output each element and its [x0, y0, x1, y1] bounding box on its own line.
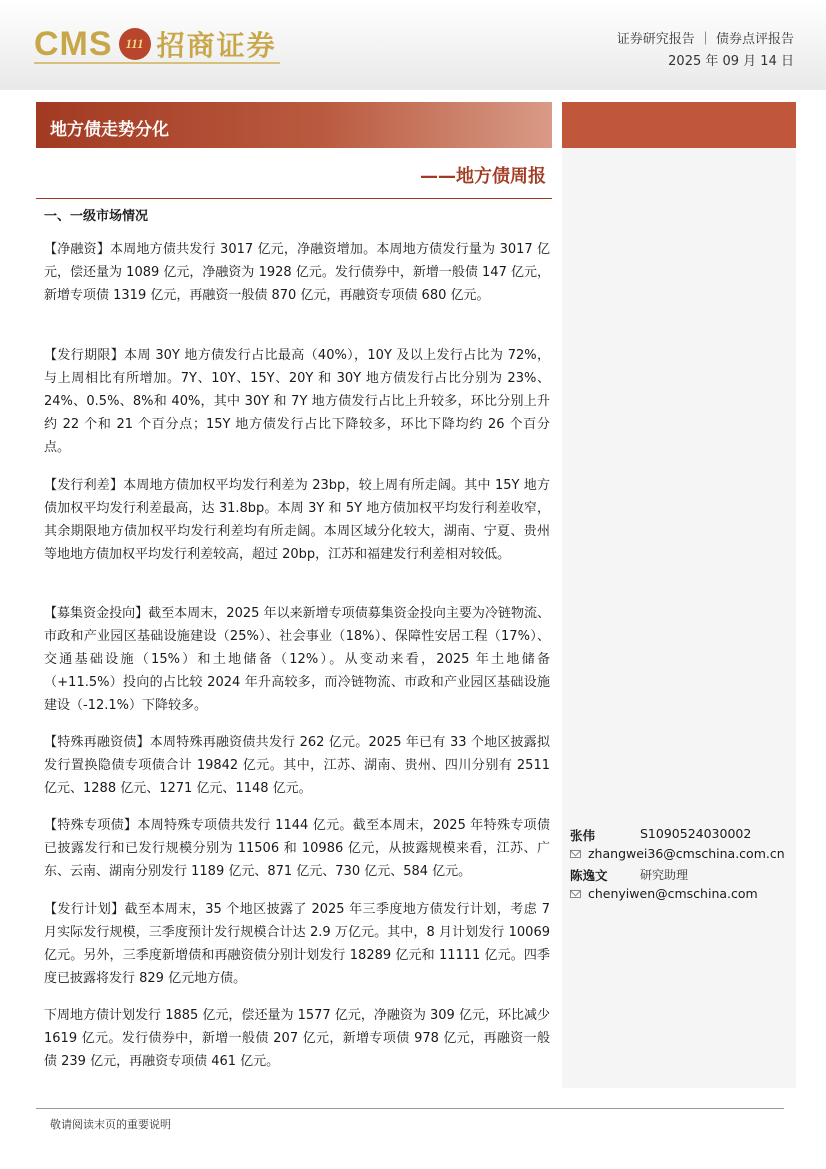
footer-disclaimer: 敬请阅读末页的重要说明: [50, 1118, 171, 1131]
section-divider: [36, 198, 552, 199]
paragraph-issuance-plan: 【发行计划】截至本周末，35 个地区披露了 2025 年三季度地方债发行计划，考虑 7 月实际发行规模，三季度预计发行规模合计达 2.9 万亿元。其中，8 月计划发行 10069 亿元。另外，三季度新增债和再融资债分别计划发行 18289 亿元和 11111 亿元。四季度已披露将发行 829 亿元地方债。: [44, 902, 550, 986]
paragraph-next-week: 下周地方债计划发行 1885 亿元，偿还量为 1577 亿元，净融资为 309 亿元，环比减少 1619 亿元。发行债券中，新增一般债 207 亿元，新增专项债 978 亿元，再融资一般债 239 亿元，再融资专项债 461 亿元。: [44, 1008, 550, 1069]
sidebar: [562, 148, 796, 1088]
report-subtitle: ——地方债周报: [420, 166, 546, 187]
mail-icon: [570, 850, 581, 858]
author-certificate: S1090524030002: [640, 826, 752, 841]
footer-divider: [36, 1108, 784, 1109]
author-email[interactable]: chenyiwen@cmschina.com: [588, 886, 758, 901]
report-type: 证券研究报告 ｜ 债券点评报告: [616, 32, 794, 47]
paragraph-special-refinancing: 【特殊再融资债】本周特殊再融资债共发行 262 亿元。2025 年已有 33 个地区披露拟发行置换隐债专项债合计 19842 亿元。其中，江苏、湖南、贵州、四川分别有 2511 亿元、1288 亿元、1271 亿元、1148 亿元。: [44, 735, 550, 796]
company-logo: [34, 24, 277, 64]
paragraph-issuance-term: 【发行期限】本周 30Y 地方债发行占比最高（40%），10Y 及以上发行占比为 72%，与上周相比有所增加。7Y、10Y、15Y、20Y 和 30Y 地方债发行占比分别为 23%、24%、0.5%、8%和 40%，其中 30Y 和 7Y 地方债发行占比上升较多，环比分别上升约 22 个和 21 个百分点；15Y 地方债发行占比下降较多，环比下降均约 26 个百分点。: [44, 348, 550, 455]
report-title: 地方债走势分化: [50, 120, 169, 140]
logo-latin-text: CMS: [34, 24, 113, 63]
logo-chinese-text: 招商证券: [156, 29, 277, 62]
paragraph-issuance-spread: 【发行利差】本周地方债加权平均发行利差为 23bp，较上周有所走阔。其中 15Y 地方债加权平均发行利差最高，达 31.8bp。本周 3Y 和 5Y 地方债加权平均发行利差收窄，其余期限地方债加权平均发行利差均有所走阔。本周区域分化较大，湖南、宁夏、贵州等地地方债加权平均发行利差较高，超过 20bp，江苏和福建发行利差相对较低。: [44, 478, 550, 562]
logo-seal-icon: 111: [119, 28, 151, 60]
section-heading: 一、一级市场情况: [44, 209, 149, 224]
paragraph-fund-usage: 【募集资金投向】截至本周末，2025 年以来新增专项债募集资金投向主要为冷链物流、市政和产业园区基础设施建设（25%）、社会事业（18%）、保障性安居工程（17%）、交通基础设施（15%）和土地储备（12%）。从变动来看，2025 年土地储备（+11.5%）投向的占比较 2024 年升高较多，而冷链物流、市政和产业园区基础设施建设（-12.1%）下降较多。: [44, 606, 550, 713]
author-name: 陈逸文: [570, 868, 608, 883]
title-bar: [36, 102, 552, 148]
author-email-row: [570, 886, 758, 901]
report-date: 2025 年 09 月 14 日: [668, 54, 794, 69]
author-email-row: [570, 846, 785, 861]
author-email[interactable]: zhangwei36@cmschina.com.cn: [588, 846, 785, 861]
mail-icon: [570, 890, 581, 898]
sidebar-header-block: [562, 102, 796, 148]
logo-underline: [34, 62, 280, 64]
author-name: 张伟: [570, 828, 596, 843]
author-role: 研究助理: [640, 868, 689, 882]
paragraph-net-financing: 【净融资】本周地方债共发行 3017 亿元，净融资增加。本周地方债发行量为 3017 亿元，偿还量为 1089 亿元，净融资为 1928 亿元。发行债券中，新增一般债 147 亿元，新增专项债 1319 亿元，再融资一般债 870 亿元，再融资专项债 680 亿元。: [44, 242, 550, 303]
paragraph-special-project: 【特殊专项债】本周特殊专项债共发行 1144 亿元。截至本周末，2025 年特殊专项债已披露发行和已发行规模分别为 11506 和 10986 亿元，从披露规模来看，江苏、广东、云南、湖南分别发行 1189 亿元、871 亿元、730 亿元、584 亿元。: [44, 818, 550, 879]
